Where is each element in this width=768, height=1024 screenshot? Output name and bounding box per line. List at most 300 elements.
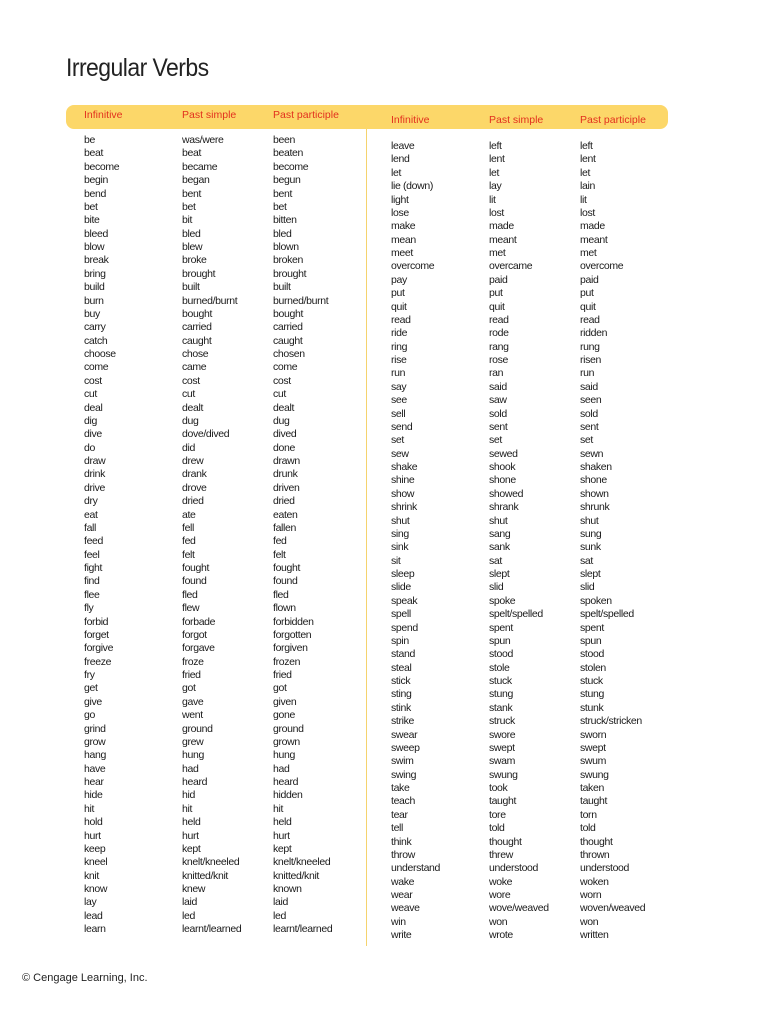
verb-infinitive: carry: [84, 321, 106, 334]
verb-past-simple: was/were: [182, 134, 224, 146]
verb-past-participle: carried: [273, 321, 303, 334]
verb-infinitive: forbid: [84, 615, 109, 628]
verb-infinitive: throw: [391, 848, 415, 861]
verb-infinitive: stick: [391, 675, 411, 687]
verb-infinitive: flee: [84, 588, 100, 601]
verb-past-simple: got: [182, 682, 196, 695]
verb-infinitive: cut: [84, 388, 97, 401]
verb-past-participle: struck/stricken: [580, 715, 642, 728]
verb-infinitive: get: [84, 682, 98, 695]
verb-past-participle: drawn: [273, 455, 300, 467]
verb-past-simple: drove: [182, 481, 207, 494]
verb-past-simple: drank: [182, 468, 207, 481]
verb-past-simple: taught: [489, 795, 517, 808]
verb-infinitive: strike: [391, 715, 414, 728]
verb-infinitive: go: [84, 709, 95, 722]
verb-infinitive: freeze: [84, 655, 112, 668]
verb-past-participle: hurt: [273, 829, 290, 842]
verb-past-participle: lit: [580, 193, 587, 206]
verb-infinitive: think: [391, 835, 412, 848]
verb-past-simple: sewed: [489, 447, 518, 460]
verb-infinitive: sing: [391, 527, 409, 540]
verb-past-participle: bitten: [273, 214, 297, 227]
verb-past-simple: bet: [182, 200, 196, 213]
verb-past-participle: sworn: [580, 728, 607, 741]
verb-infinitive: cost: [84, 374, 102, 387]
verb-past-simple: hung: [182, 749, 204, 762]
verb-infinitive: make: [391, 220, 416, 233]
verb-infinitive: set: [391, 434, 404, 447]
verb-past-simple: saw: [489, 394, 507, 407]
verb-past-simple: froze: [182, 655, 204, 668]
verb-past-participle: risen: [580, 354, 602, 366]
header-past-simple: Past simple: [182, 109, 237, 121]
verb-past-participle: won: [580, 915, 599, 928]
verb-infinitive: bet: [84, 200, 98, 213]
verb-past-participle: bet: [273, 200, 287, 213]
verb-infinitive: shine: [391, 474, 415, 487]
verb-infinitive: buy: [84, 307, 100, 320]
verb-infinitive: spin: [391, 634, 409, 647]
verb-past-simple: sang: [489, 527, 511, 540]
verb-infinitive: dry: [84, 495, 98, 508]
verb-past-simple: dove/dived: [182, 428, 230, 441]
verb-past-participle: brought: [273, 267, 307, 280]
verb-infinitive: do: [84, 441, 95, 454]
verb-infinitive: beat: [84, 147, 104, 160]
verb-past-simple: showed: [489, 487, 524, 500]
verb-past-participle: swept: [580, 741, 606, 754]
verb-past-participle: hung: [273, 749, 295, 762]
verb-past-simple: rang: [489, 340, 509, 353]
verb-infinitive: stink: [391, 701, 411, 714]
verb-past-participle: fled: [273, 588, 289, 601]
verb-infinitive: sting: [391, 688, 412, 701]
verb-past-simple: slept: [489, 568, 510, 580]
verb-infinitive: hold: [84, 816, 103, 829]
verb-past-participle: felt: [273, 548, 286, 561]
header-infinitive: Infinitive: [391, 114, 430, 126]
verb-past-participle: lost: [580, 206, 595, 219]
verb-past-participle: forgotten: [273, 628, 312, 641]
verb-past-simple: bent: [182, 187, 202, 200]
verb-past-simple: swept: [489, 741, 515, 754]
verb-infinitive: ring: [391, 340, 408, 353]
verb-infinitive: win: [391, 915, 406, 928]
verb-infinitive: fly: [84, 602, 94, 615]
verb-past-participle: frozen: [273, 655, 301, 668]
verb-past-simple: fried: [182, 669, 201, 681]
verb-infinitive: fall: [84, 521, 97, 534]
verb-past-participle: quit: [580, 300, 596, 313]
verb-infinitive: fry: [84, 669, 95, 681]
verb-infinitive: drink: [84, 468, 106, 481]
verb-past-simple: spoke: [489, 594, 516, 607]
verb-past-participle: become: [273, 160, 309, 173]
verb-past-simple: forbade: [182, 615, 216, 628]
verb-past-simple: ground: [182, 722, 213, 735]
verb-past-participle: kept: [273, 842, 292, 855]
verb-past-participle: fallen: [273, 521, 297, 534]
verb-past-participle: swum: [580, 755, 607, 768]
verb-infinitive: spell: [391, 608, 411, 621]
verb-past-participle: given: [273, 695, 297, 708]
verb-past-participle: found: [273, 575, 298, 588]
verb-past-simple: beat: [182, 147, 202, 160]
verb-past-simple: left: [489, 140, 502, 152]
verb-past-simple: knitted/knit: [182, 869, 228, 882]
verb-past-participle: sold: [580, 407, 598, 420]
verb-past-participle: taught: [580, 795, 608, 808]
verb-infinitive: catch: [84, 334, 108, 347]
verb-infinitive: ride: [391, 327, 408, 340]
verb-infinitive: meet: [391, 247, 413, 259]
verb-past-simple: fell: [182, 521, 195, 534]
verb-past-simple: ran: [489, 367, 504, 380]
verb-past-simple: threw: [489, 848, 513, 861]
verb-infinitive: put: [391, 287, 405, 300]
verb-infinitive: shake: [391, 461, 418, 473]
verb-past-simple: felt: [182, 548, 195, 561]
verb-infinitive: shut: [391, 514, 410, 527]
verb-past-simple: kept: [182, 842, 201, 855]
header-past-participle: Past participle: [273, 109, 339, 121]
verb-infinitive: become: [84, 160, 120, 173]
verb-past-participle: shone: [580, 474, 607, 487]
verb-past-simple: set: [489, 434, 502, 447]
verb-past-participle: told: [580, 822, 596, 835]
verb-infinitive: bite: [84, 214, 100, 227]
verb-past-participle: forgiven: [273, 642, 308, 655]
verb-past-simple: slid: [489, 581, 504, 594]
verb-past-participle: ridden: [580, 327, 608, 340]
verb-infinitive: wake: [391, 875, 415, 888]
verb-past-simple: woke: [489, 875, 513, 888]
verb-past-participle: eaten: [273, 508, 298, 521]
verb-past-participle: put: [580, 287, 594, 300]
verb-past-participle: taken: [580, 782, 604, 794]
verb-past-participle: dived: [273, 428, 297, 441]
verb-infinitive: burn: [84, 294, 104, 307]
verb-infinitive: sit: [391, 554, 401, 567]
verb-past-simple: fed: [182, 535, 196, 548]
verb-past-simple: learnt/learned: [182, 923, 242, 936]
verb-infinitive: say: [391, 380, 407, 393]
verb-infinitive: bring: [84, 267, 106, 280]
verb-past-participle: woven/weaved: [580, 902, 646, 915]
verb-infinitive: show: [391, 487, 415, 500]
verb-past-participle: slid: [580, 581, 595, 594]
verb-past-simple: knew: [182, 883, 206, 895]
verb-past-simple: won: [489, 915, 508, 928]
verb-infinitive: knit: [84, 869, 99, 882]
verb-past-participle: knitted/knit: [273, 869, 319, 882]
verb-past-simple: lent: [489, 153, 505, 166]
verb-infinitive: swing: [391, 768, 417, 781]
header-past-simple: Past simple: [489, 114, 544, 126]
verb-past-simple: rose: [489, 354, 509, 366]
verb-infinitive: choose: [84, 348, 116, 360]
verb-infinitive: dive: [84, 428, 102, 441]
verb-past-simple: built: [182, 281, 200, 294]
verb-past-simple: wrote: [489, 929, 513, 942]
verb-infinitive: hit: [84, 802, 95, 815]
verb-past-simple: made: [489, 220, 514, 233]
verb-past-participle: bent: [273, 187, 293, 200]
verb-infinitive: be: [84, 134, 95, 146]
verb-past-participle: spoken: [580, 594, 612, 607]
verb-past-participle: said: [580, 380, 598, 393]
verb-past-participle: stunk: [580, 701, 604, 714]
verb-past-simple: paid: [489, 273, 508, 286]
header-infinitive: Infinitive: [84, 109, 123, 121]
verb-past-simple: cut: [182, 388, 195, 401]
verb-past-participle: stuck: [580, 675, 603, 687]
verb-past-simple: brought: [182, 267, 216, 280]
verb-infinitive: kneel: [84, 856, 108, 869]
verb-past-simple: held: [182, 816, 201, 829]
verb-past-participle: sent: [580, 420, 599, 433]
verb-infinitive: have: [84, 762, 106, 775]
verb-past-participle: driven: [273, 481, 300, 494]
verb-infinitive: grind: [84, 722, 106, 735]
verb-infinitive: mean: [391, 233, 416, 246]
verb-past-simple: dealt: [182, 401, 204, 414]
verb-past-simple: lit: [489, 193, 496, 206]
verb-past-simple: burned/burnt: [182, 294, 238, 307]
verb-infinitive: sweep: [391, 741, 420, 754]
verb-infinitive: learn: [84, 923, 106, 936]
verb-infinitive: hurt: [84, 829, 101, 842]
verb-past-simple: found: [182, 575, 207, 588]
verb-infinitive: grow: [84, 735, 106, 748]
verb-past-participle: come: [273, 361, 298, 374]
verb-past-participle: worn: [580, 889, 602, 901]
verb-past-participle: set: [580, 434, 593, 447]
verb-past-simple: had: [182, 762, 199, 775]
verb-past-participle: spun: [580, 634, 602, 647]
verb-past-simple: rode: [489, 327, 509, 340]
verb-infinitive: slide: [391, 581, 411, 594]
verb-past-simple: sank: [489, 541, 510, 554]
verb-infinitive: hide: [84, 789, 103, 802]
verb-past-simple: took: [489, 782, 508, 794]
verb-past-participle: woken: [580, 875, 609, 888]
verb-infinitive: weave: [391, 902, 420, 915]
verb-infinitive: draw: [84, 455, 106, 467]
verb-past-participle: run: [580, 367, 595, 380]
verb-past-participle: thrown: [580, 848, 610, 861]
verb-past-simple: drew: [182, 455, 204, 467]
verb-past-participle: broken: [273, 254, 304, 267]
verb-infinitive: speak: [391, 594, 418, 607]
verb-infinitive: find: [84, 575, 100, 588]
verb-past-simple: hurt: [182, 829, 199, 842]
verb-infinitive: run: [391, 367, 406, 380]
verb-infinitive: light: [391, 193, 409, 206]
verb-infinitive: lend: [391, 153, 410, 166]
verb-past-participle: cut: [273, 388, 286, 401]
verb-past-simple: struck: [489, 715, 515, 728]
verb-past-participle: seen: [580, 394, 602, 407]
verb-past-simple: sent: [489, 420, 508, 433]
verb-past-participle: done: [273, 441, 295, 454]
verb-infinitive: deal: [84, 401, 103, 414]
verb-past-simple: hid: [182, 789, 195, 802]
verb-past-simple: stank: [489, 701, 513, 714]
verb-infinitive: forget: [84, 628, 109, 641]
verb-past-simple: quit: [489, 300, 505, 313]
verb-past-simple: cost: [182, 374, 200, 387]
verb-past-simple: dug: [182, 414, 199, 427]
verb-past-simple: met: [489, 247, 506, 259]
column-divider: [366, 129, 367, 946]
verb-past-simple: did: [182, 441, 195, 454]
verb-past-simple: let: [489, 166, 500, 179]
header-past-participle: Past participle: [580, 114, 646, 126]
verb-past-simple: shut: [489, 514, 508, 527]
verb-infinitive: begin: [84, 174, 108, 187]
verb-infinitive: sleep: [391, 568, 415, 580]
verb-infinitive: quit: [391, 300, 407, 313]
verb-infinitive: lead: [84, 909, 103, 922]
verb-past-simple: swore: [489, 728, 516, 741]
verb-past-participle: grown: [273, 735, 300, 748]
verb-past-simple: caught: [182, 334, 212, 347]
verb-past-participle: dug: [273, 414, 290, 427]
verb-infinitive: give: [84, 695, 102, 708]
verb-past-participle: overcome: [580, 260, 624, 273]
verb-past-simple: broke: [182, 254, 207, 267]
verb-past-participle: hidden: [273, 789, 303, 802]
verb-infinitive: steal: [391, 661, 412, 674]
verb-past-simple: overcame: [489, 260, 533, 273]
verb-past-participle: held: [273, 816, 292, 829]
verb-infinitive: drive: [84, 481, 106, 494]
verb-past-simple: wove/weaved: [489, 902, 549, 915]
verb-infinitive: come: [84, 361, 109, 374]
verb-past-simple: thought: [489, 835, 522, 848]
verb-past-participle: burned/burnt: [273, 294, 329, 307]
verb-past-simple: forgave: [182, 642, 215, 655]
verb-past-simple: told: [489, 822, 505, 835]
verb-past-simple: stung: [489, 688, 513, 701]
verb-infinitive: send: [391, 420, 413, 433]
verb-past-simple: fought: [182, 562, 210, 574]
verb-past-simple: said: [489, 380, 507, 393]
verb-past-participle: heard: [273, 776, 299, 788]
verb-infinitive: pay: [391, 273, 407, 286]
verb-past-simple: tore: [489, 808, 506, 821]
verb-past-participle: made: [580, 220, 605, 233]
verb-infinitive: write: [391, 929, 412, 942]
verb-infinitive: shrink: [391, 501, 417, 514]
verb-past-simple: chose: [182, 348, 209, 360]
verb-past-participle: understood: [580, 862, 630, 875]
verb-past-participle: stood: [580, 648, 604, 661]
verb-infinitive: sink: [391, 541, 409, 554]
verb-past-participle: met: [580, 247, 597, 259]
verb-infinitive: tear: [391, 808, 408, 821]
verb-past-participle: sung: [580, 527, 602, 540]
verb-infinitive: break: [84, 254, 109, 267]
verb-past-participle: had: [273, 762, 290, 775]
verb-past-participle: slept: [580, 568, 601, 580]
verb-infinitive: keep: [84, 842, 106, 855]
verb-infinitive: bend: [84, 187, 106, 200]
verb-infinitive: rise: [391, 354, 407, 366]
verb-infinitive: lose: [391, 206, 409, 219]
verb-past-participle: bled: [273, 227, 292, 240]
verb-past-participle: stolen: [580, 661, 606, 674]
verb-past-participle: dealt: [273, 401, 295, 414]
verb-past-participle: knelt/kneeled: [273, 856, 331, 869]
verb-past-participle: shrunk: [580, 501, 610, 514]
verb-past-participle: fought: [273, 562, 301, 574]
verb-past-simple: came: [182, 361, 207, 374]
verb-past-participle: sewn: [580, 447, 604, 460]
verb-past-simple: bit: [182, 214, 193, 227]
verb-past-participle: flown: [273, 602, 296, 615]
verb-past-participle: dried: [273, 495, 295, 508]
verb-past-simple: fled: [182, 588, 198, 601]
verb-past-participle: shown: [580, 487, 609, 500]
verb-past-simple: dried: [182, 495, 204, 508]
verb-past-simple: stuck: [489, 675, 512, 687]
verb-past-participle: spent: [580, 621, 604, 634]
verb-infinitive: fight: [84, 562, 103, 574]
verb-past-participle: paid: [580, 273, 599, 286]
verb-infinitive: understand: [391, 862, 441, 875]
verb-infinitive: swear: [391, 728, 418, 741]
verb-past-participle: left: [580, 140, 593, 152]
verb-infinitive: lie (down): [391, 180, 434, 193]
verb-infinitive: hang: [84, 749, 106, 762]
verb-past-participle: lain: [580, 180, 595, 193]
verb-past-participle: beaten: [273, 147, 304, 160]
verb-past-simple: went: [182, 709, 203, 722]
verb-past-participle: chosen: [273, 348, 305, 360]
verb-past-participle: bought: [273, 307, 304, 320]
verb-infinitive: tell: [391, 822, 404, 835]
verb-past-participle: lent: [580, 153, 596, 166]
verb-infinitive: bleed: [84, 227, 108, 240]
verb-past-participle: thought: [580, 835, 613, 848]
verb-infinitive: blow: [84, 241, 105, 253]
verb-past-participle: laid: [273, 896, 288, 909]
verb-past-participle: begun: [273, 174, 301, 187]
verb-past-simple: knelt/kneeled: [182, 856, 240, 869]
verb-past-participle: led: [273, 909, 286, 922]
verb-past-participle: sat: [580, 554, 593, 567]
verb-past-participle: shaken: [580, 461, 612, 473]
verb-infinitive: let: [391, 166, 402, 179]
verb-infinitive: read: [391, 313, 411, 326]
verb-infinitive: hear: [84, 776, 104, 788]
verb-past-simple: put: [489, 287, 503, 300]
verb-infinitive: dig: [84, 414, 97, 427]
verb-past-participle: drunk: [273, 468, 298, 481]
verb-past-participle: ground: [273, 722, 304, 735]
verb-past-simple: read: [489, 313, 509, 326]
verb-past-simple: blew: [182, 241, 203, 253]
verb-past-simple: laid: [182, 896, 197, 909]
verb-past-simple: stole: [489, 661, 510, 674]
verb-past-participle: forbidden: [273, 615, 314, 628]
verb-past-participle: fed: [273, 535, 287, 548]
verb-past-simple: began: [182, 174, 210, 187]
verb-past-simple: grew: [182, 735, 204, 748]
